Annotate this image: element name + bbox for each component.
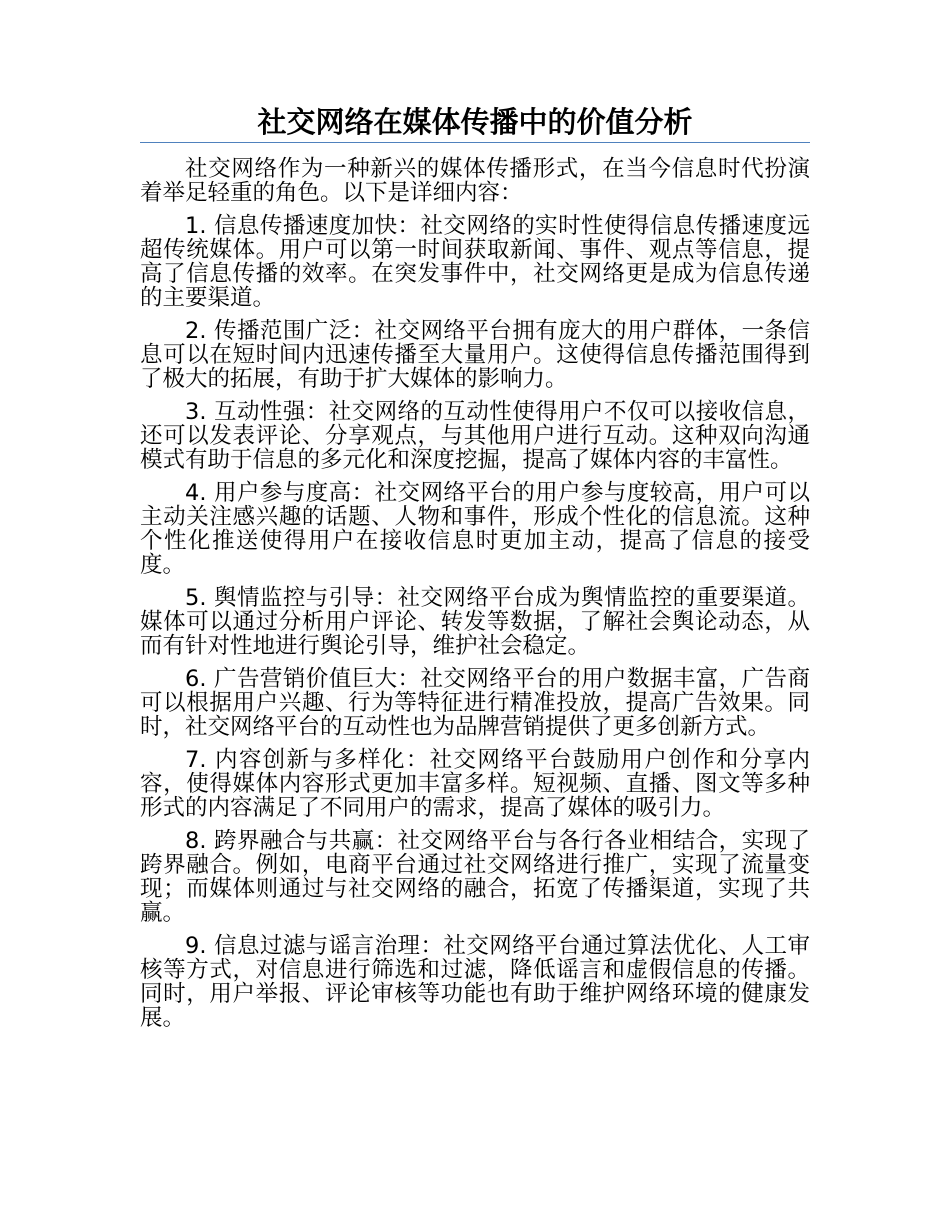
point-paragraph-4: 4. 用户参与度高：社交网络平台的用户参与度较高，用户可以主动关注感兴趣的话题、人物和事件，形成个性化的信息流。这种个性化推送使得用户在接收信息时更加主动，提高了信息的接受度。	[140, 480, 810, 578]
point-paragraph-3: 3. 互动性强：社交网络的互动性使得用户不仅可以接收信息，还可以发表评论、分享观点，与其他用户进行互动。这种双向沟通模式有助于信息的多元化和深度挖掘，提高了媒体内容的丰富性。	[140, 399, 810, 473]
point-paragraph-1: 1. 信息传播速度加快：社交网络的实时性使得信息传播速度远超传统媒体。用户可以第一时间获取新闻、事件、观点等信息，提高了信息传播的效率。在突发事件中，社交网络更是成为信息传递的主要渠道。	[140, 213, 810, 311]
point-paragraph-8: 8. 跨界融合与共赢：社交网络平台与各行各业相结合，实现了跨界融合。例如，电商平台通过社交网络进行推广，实现了流量变现；而媒体则通过与社交网络的融合，拓宽了传播渠道，实现了共赢。	[140, 828, 810, 926]
title-underline	[140, 142, 810, 143]
point-paragraph-6: 6. 广告营销价值巨大：社交网络平台的用户数据丰富，广告商可以根据用户兴趣、行为等特征进行精准投放，提高广告效果。同时，社交网络平台的互动性也为品牌营销提供了更多创新方式。	[140, 666, 810, 740]
intro-paragraph: 社交网络作为一种新兴的媒体传播形式，在当今信息时代扮演着举足轻重的角色。以下是详细内容：	[140, 156, 810, 206]
page-title: 社交网络在媒体传播中的价值分析	[257, 105, 693, 139]
point-paragraph-7: 7. 内容创新与多样化：社交网络平台鼓励用户创作和分享内容，使得媒体内容形式更加丰富多样。短视频、直播、图文等多种形式的内容满足了不同用户的需求，提高了媒体的吸引力。	[140, 747, 810, 821]
point-paragraph-5: 5. 舆情监控与引导：社交网络平台成为舆情监控的重要渠道。媒体可以通过分析用户评论、转发等数据，了解社会舆论动态，从而有针对性地进行舆论引导，维护社会稳定。	[140, 585, 810, 659]
point-paragraph-2: 2. 传播范围广泛：社交网络平台拥有庞大的用户群体，一条信息可以在短时间内迅速传播至大量用户。这使得信息传播范围得到了极大的拓展，有助于扩大媒体的影响力。	[140, 318, 810, 392]
point-paragraph-9: 9. 信息过滤与谣言治理：社交网络平台通过算法优化、人工审核等方式，对信息进行筛选和过滤，降低谣言和虚假信息的传播。同时，用户举报、评论审核等功能也有助于维护网络环境的健康发展。	[140, 933, 810, 1031]
document-page	[140, 100, 810, 1039]
